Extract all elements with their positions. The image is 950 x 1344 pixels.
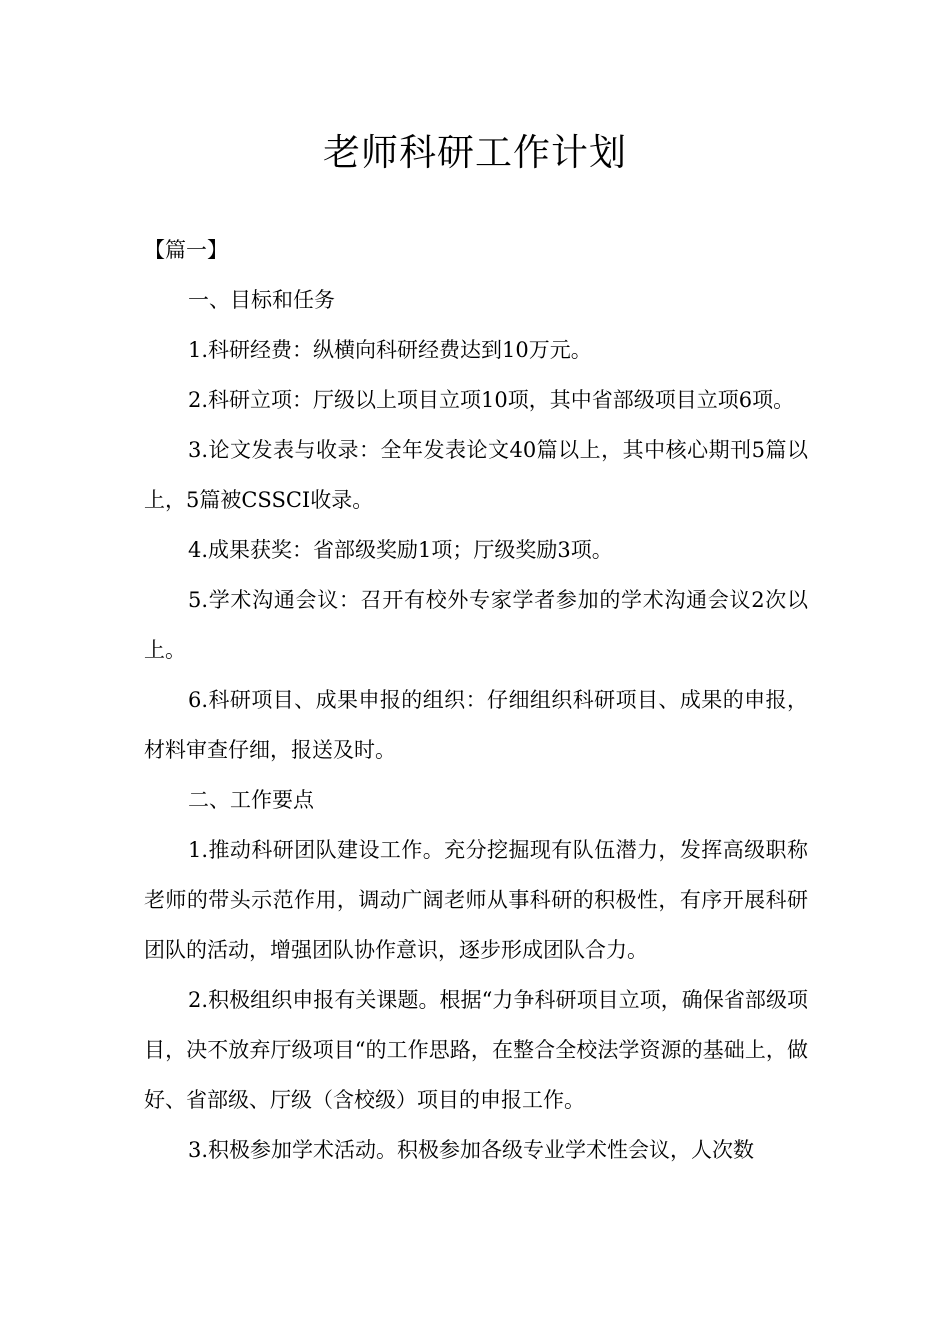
paragraph-item: 3.论文发表与收录：全年发表论文40篇以上，其中核心期刊5篇以上，5篇被CSSCI收录。 <box>144 438 808 512</box>
paragraph-item: 6.科研项目、成果申报的组织：仔细组织科研项目、成果的申报，材料审查仔细，报送及时。 <box>144 688 808 762</box>
paragraph-item: 4.成果获奖：省部级奖励1项；厅级奖励3项。 <box>188 538 613 562</box>
heading-work-points: 二、工作要点 <box>188 788 314 812</box>
section-label: 【篇一】 <box>144 238 228 262</box>
paragraph-item: 2.积极组织申报有关课题。根据“力争科研项目立项，确保省部级项目，决不放弃厅级项目“的工作思路，在整合全校法学资源的基础上，做好、省部级、厅级（含校级）项目的申报工作。 <box>144 988 808 1112</box>
paragraph-item: 3.积极参加学术活动。积极参加各级专业学术性会议，人次数 <box>188 1138 755 1162</box>
paragraph-item: 2.科研立项：厅级以上项目立项10项，其中省部级项目立项6项。 <box>188 388 795 412</box>
heading-goals: 一、目标和任务 <box>188 288 335 312</box>
paragraph-item: 5.学术沟通会议：召开有校外专家学者参加的学术沟通会议2次以上。 <box>144 588 808 662</box>
document-body <box>144 225 808 1175</box>
document-title: 老师科研工作计划 <box>323 131 627 174</box>
paragraph-item: 1.科研经费：纵横向科研经费达到10万元。 <box>188 338 592 362</box>
paragraph-item: 1.推动科研团队建设工作。充分挖掘现有队伍潜力，发挥高级职称老师的带头示范作用，调动广阔老师从事科研的积极性，有序开展科研团队的活动，增强团队协作意识，逐步形成团队合力。 <box>144 838 808 962</box>
